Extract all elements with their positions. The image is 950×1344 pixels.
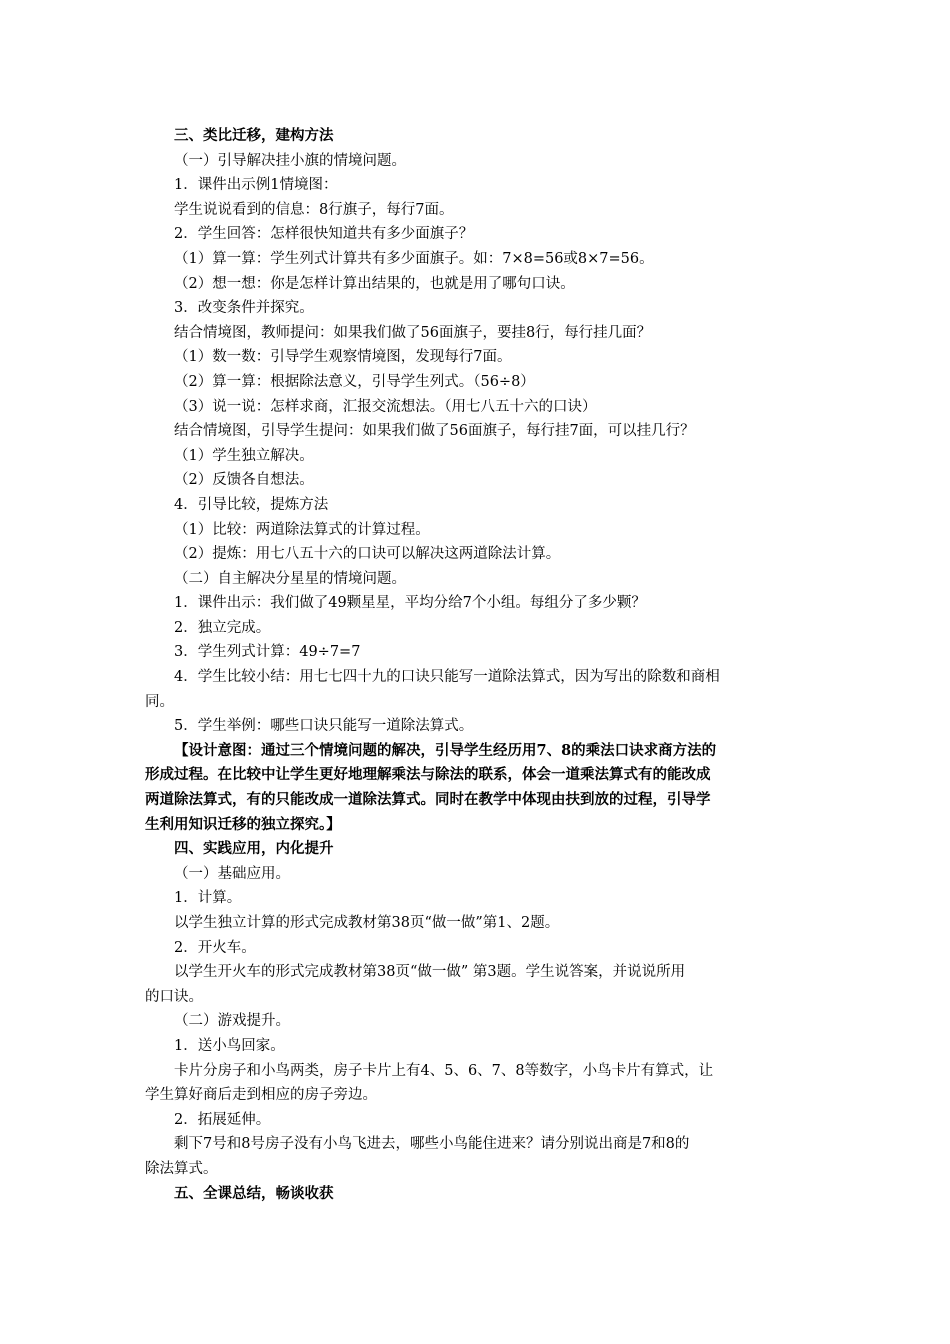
text-line: （一）引导解决挂小旗的情境问题。: [174, 152, 406, 169]
text-line: （1）学生独立解决。: [174, 447, 314, 464]
text-line: 2．开火车。: [174, 939, 256, 956]
text-line: （1）算一算：学生列式计算共有多少面旗子。如：7×8=56或8×7=56。: [174, 250, 654, 267]
heading-line: 生利用知识迁移的独立探究。】: [145, 815, 341, 833]
heading-line: 四、实践应用，内化提升: [174, 840, 334, 858]
text-line: 结合情境图，教师提问：如果我们做了56面旗子，要挂8行，每行挂几面？: [174, 324, 652, 341]
text-line: 1．课件出示例1情境图：: [174, 177, 338, 194]
text-line: （一）基础应用。: [174, 865, 290, 882]
text-line: （2）算一算：根据除法意义，引导学生列式。（56÷8）: [174, 373, 535, 390]
text-line: 1．送小鸟回家。: [174, 1037, 285, 1054]
text-line: （1）数一数：引导学生观察情境图，发现每行7面。: [174, 349, 512, 366]
text-line: 以学生开火车的形式完成教材第38页“做一做” 第3题。学生说答案，并说说所用: [174, 964, 686, 981]
text-line: 1．计算。: [174, 890, 242, 907]
text-line: 同。: [145, 693, 174, 710]
text-line: 2．学生回答：怎样很快知道共有多少面旗子？: [174, 226, 474, 243]
text-line: （2）反馈各自想法。: [174, 472, 314, 489]
text-line: 除法算式。: [145, 1160, 218, 1177]
text-line: 学生说说看到的信息：8行旗子，每行7面。: [174, 201, 454, 218]
document-body: [145, 124, 805, 1206]
text-line: 卡片分房子和小鸟两类，房子卡片上有4、5、6、7、8等数字，小鸟卡片有算式，让: [174, 1062, 714, 1079]
text-line: （二）游戏提升。: [174, 1013, 290, 1030]
text-line: 的口诀。: [145, 988, 203, 1005]
text-line: 1．课件出示：我们做了49颗星星，平均分给7个小组。每组分了多少颗？: [174, 595, 646, 612]
text-line: （2）提炼：用七八五十六的口诀可以解决这两道除法计算。: [174, 546, 561, 563]
text-line: 结合情境图，引导学生提问：如果我们做了56面旗子，每行挂7面，可以挂几行？: [174, 423, 695, 440]
text-line: 学生算好商后走到相应的房子旁边。: [145, 1087, 377, 1104]
heading-line: 【设计意图：通过三个情境问题的解决，引导学生经历用7、8的乘法口诀求商方法的: [174, 741, 717, 759]
text-line: 2．独立完成。: [174, 619, 271, 636]
text-line: 以学生独立计算的形式完成教材第38页“做一做”第1、2题。: [174, 915, 560, 931]
text-line: （二）自主解决分星星的情境问题。: [174, 570, 406, 587]
text-line: （1）比较：两道除法算式的计算过程。: [174, 521, 430, 538]
text-line: 4．学生比较小结：用七七四十九的口诀只能写一道除法算式，因为写出的除数和商相: [174, 669, 720, 686]
text-line: 3．学生列式计算：49÷7=7: [174, 644, 361, 661]
text-line: 3．改变条件并探究。: [174, 300, 314, 317]
text-line: 5．学生举例：哪些口诀只能写一道除法算式。: [174, 718, 474, 735]
text-line: 剩下7号和8号房子没有小鸟飞进去，哪些小鸟能住进来？请分别说出商是7和8的: [174, 1136, 690, 1153]
text-line: 4．引导比较，提炼方法: [174, 496, 329, 513]
text-line: （3）说一说：怎样求商，汇报交流想法。（用七八五十六的口诀）: [174, 398, 597, 415]
heading-line: 两道除法算式，有的只能改成一道除法算式。同时在教学中体现由扶到放的过程，引导学: [145, 791, 711, 809]
heading-line: 三、类比迁移，建构方法: [174, 127, 334, 144]
heading-line: 五、全课总结，畅谈收获: [174, 1184, 334, 1202]
text-line: 2．拓展延伸。: [174, 1111, 271, 1128]
text-line: （2）想一想：你是怎样计算出结果的，也就是用了哪句口诀。: [174, 275, 575, 292]
heading-line: 形成过程。在比较中让学生更好地理解乘法与除法的联系，体会一道乘法算式有的能改成: [145, 766, 711, 784]
